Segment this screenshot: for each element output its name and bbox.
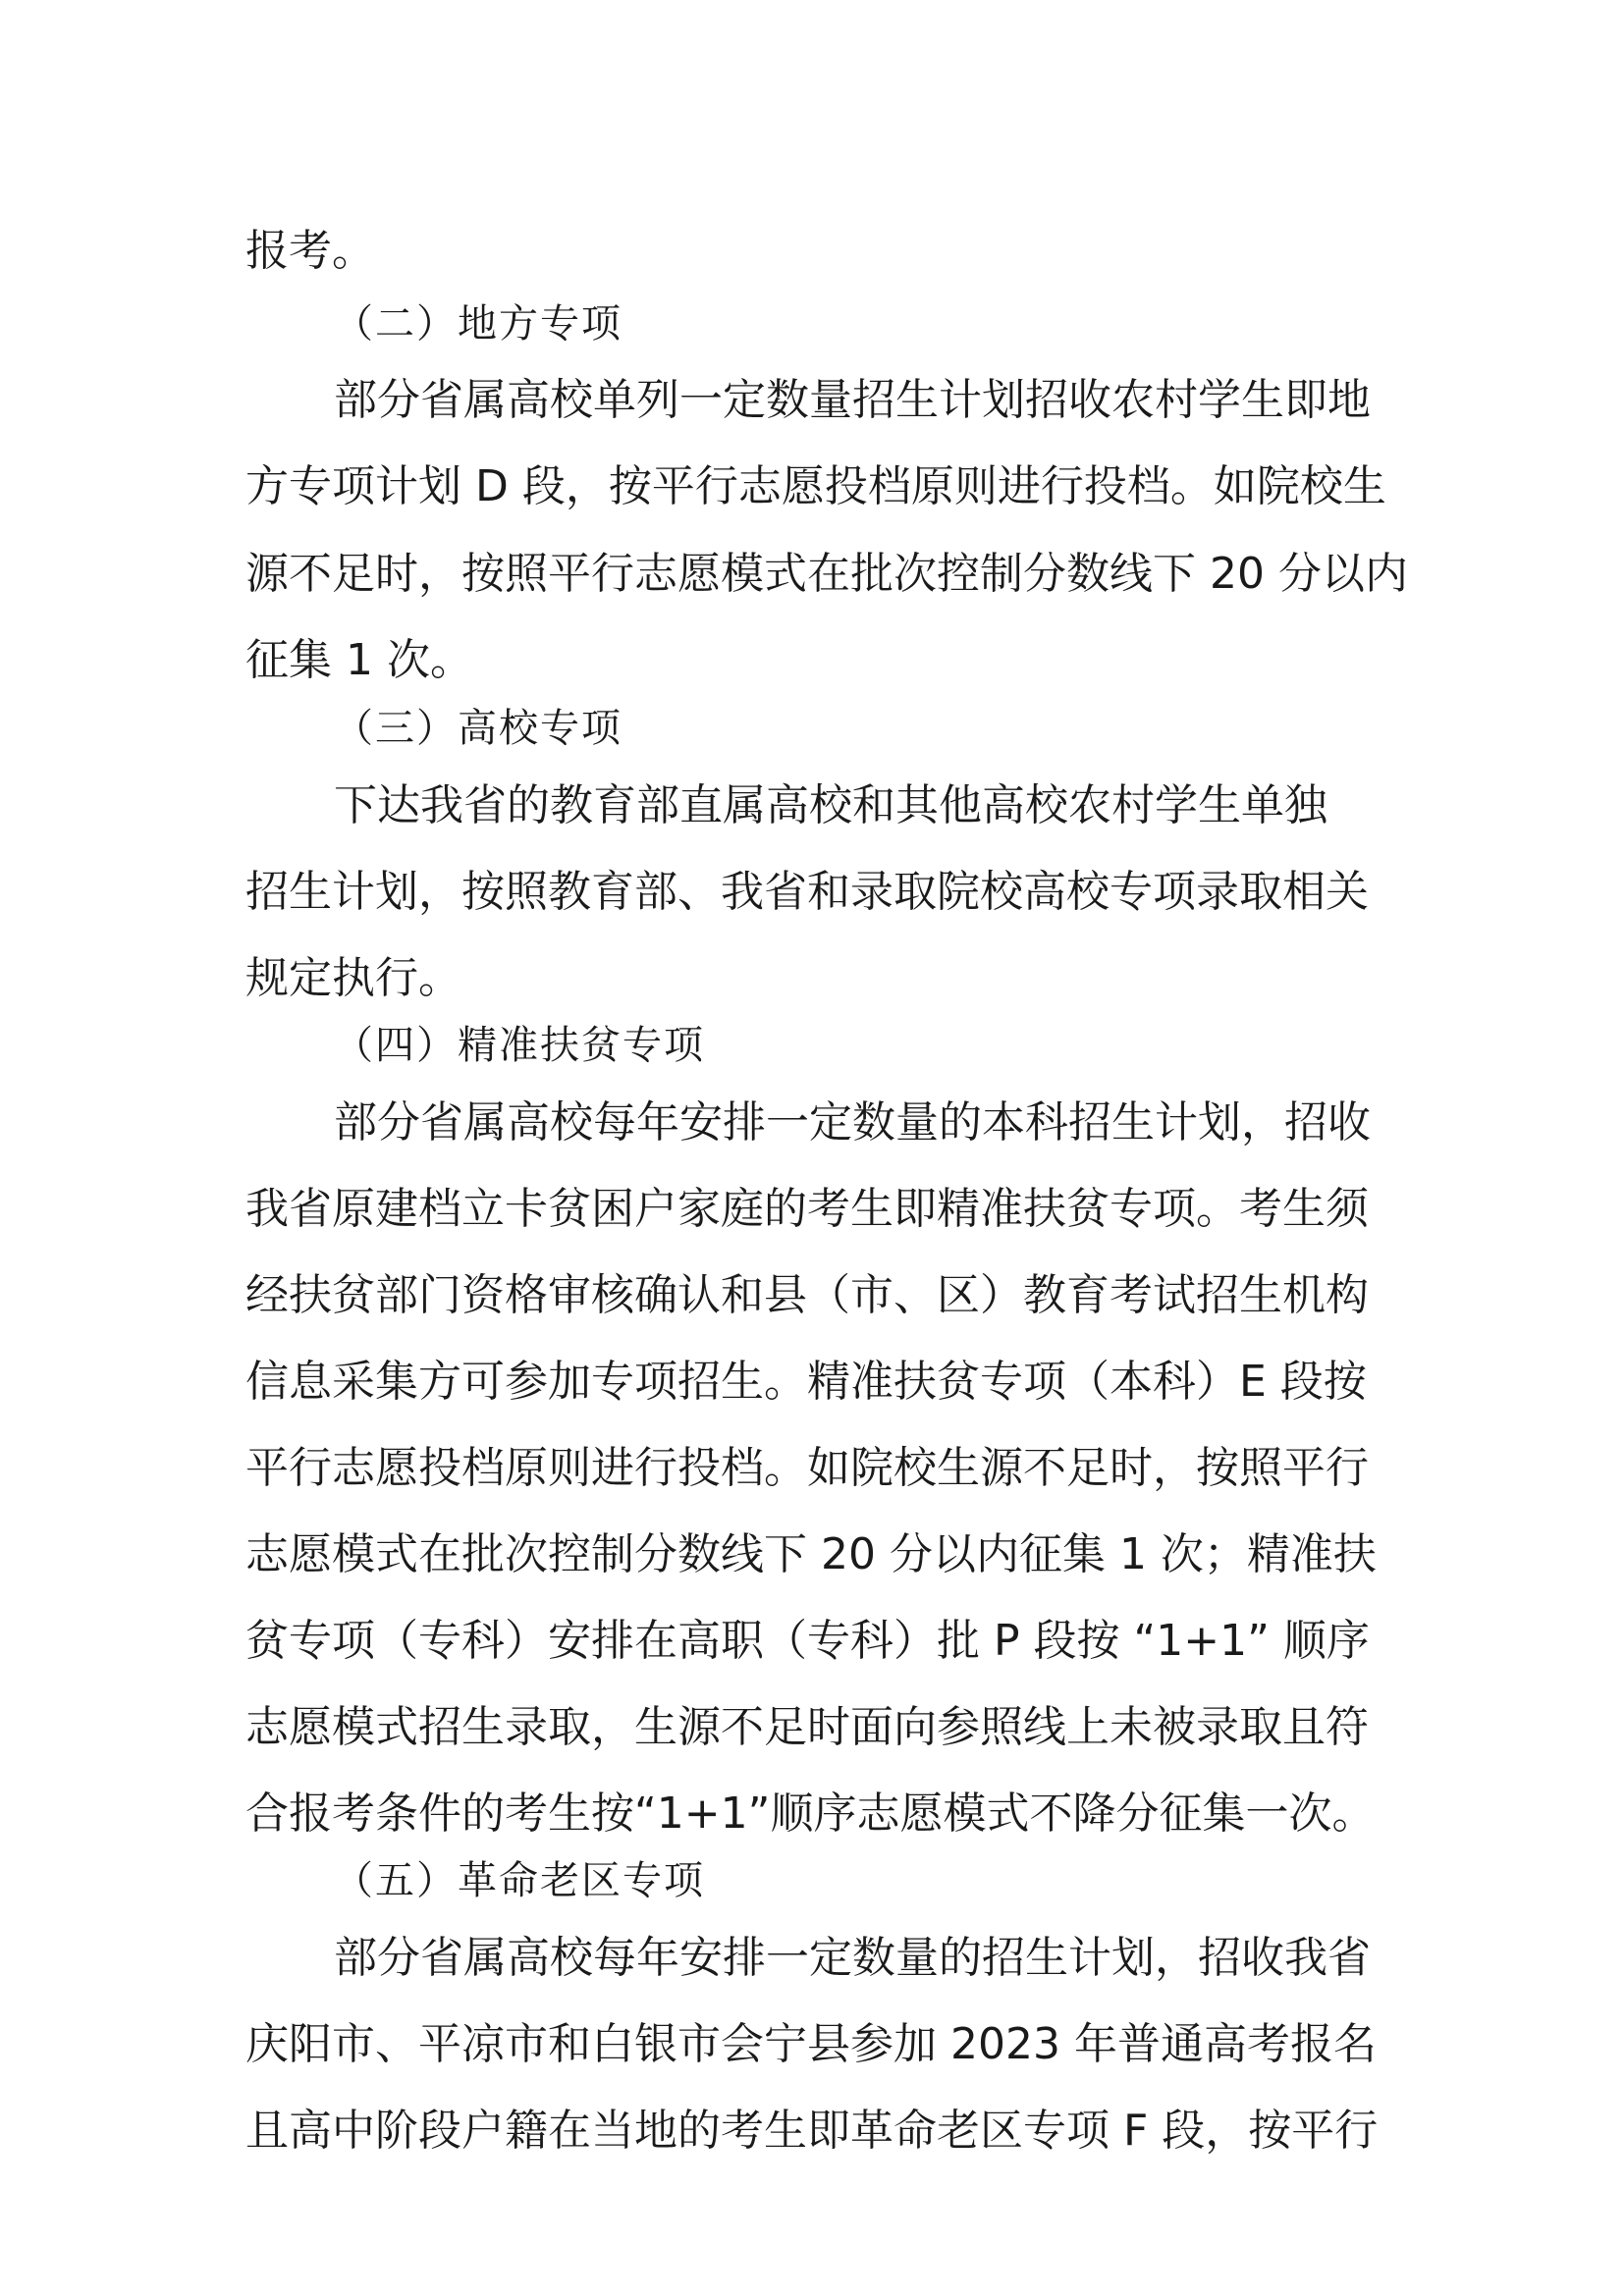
paragraph-line: 合报考条件的考生按“1+1”顺序志愿模式不降分征集一次。 xyxy=(245,1789,1376,1839)
paragraph-line: 志愿模式在批次控制分数线下 20 分以内征集 1 次；精准扶 xyxy=(245,1529,1377,1579)
section-heading-poverty-special: （四）精准扶贫专项 xyxy=(334,1023,705,1068)
paragraph-line: 部分省属高校每年安排一定数量的本科招生计划，招收 xyxy=(334,1097,1371,1148)
paragraph-line: 规定执行。 xyxy=(245,953,461,1003)
paragraph-line: 志愿模式招生录取，生源不足时面向参照线上未被录取且符 xyxy=(245,1702,1369,1752)
paragraph-line: 方专项计划 D 段，按平行志愿投档原则进行投档。如院校生 xyxy=(245,461,1386,511)
paragraph-line: 源不足时，按照平行志愿模式在批次控制分数线下 20 分以内 xyxy=(245,549,1408,599)
paragraph-line: 征集 1 次。 xyxy=(245,635,473,685)
paragraph-line: 且高中阶段户籍在当地的考生即革命老区专项 F 段，按平行 xyxy=(245,2106,1379,2156)
paragraph-line: 部分省属高校单列一定数量招生计划招收农村学生即地 xyxy=(334,375,1371,425)
paragraph-line: 经扶贫部门资格审核确认和县（市、区）教育考试招生机构 xyxy=(245,1270,1369,1320)
paragraph-line: 招生计划，按照教育部、我省和录取院校高校专项录取相关 xyxy=(245,867,1369,917)
paragraph-line: 庆阳市、平凉市和白银市会宁县参加 2023 年普通高考报名 xyxy=(245,2019,1377,2069)
section-heading-revolutionary-area-special: （五）革命老区专项 xyxy=(334,1858,705,1903)
paragraph-line: 报考。 xyxy=(245,226,375,276)
paragraph-line: 部分省属高校每年安排一定数量的招生计划，招收我省 xyxy=(334,1933,1371,1983)
paragraph-line: 平行志愿投档原则进行投档。如院校生源不足时，按照平行 xyxy=(245,1443,1369,1493)
paragraph-line: 贫专项（专科）安排在高职（专科）批 P 段按 “1+1” 顺序 xyxy=(245,1616,1370,1666)
paragraph-line: 下达我省的教育部直属高校和其他高校农村学生单独 xyxy=(334,780,1327,830)
paragraph-line: 信息采集方可参加专项招生。精准扶贫专项（本科）E 段按 xyxy=(245,1357,1367,1407)
section-heading-university-special: （三）高校专项 xyxy=(334,706,623,751)
section-heading-local-special: （二）地方专项 xyxy=(334,301,623,347)
paragraph-line: 我省原建档立卡贫困户家庭的考生即精准扶贫专项。考生须 xyxy=(245,1184,1369,1234)
